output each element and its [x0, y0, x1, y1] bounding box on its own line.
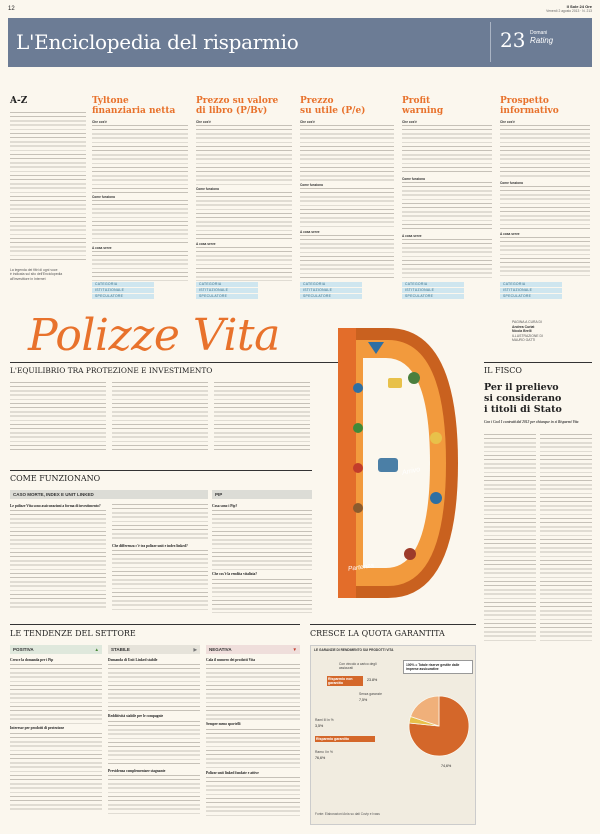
fisco-headline-2: si considerano [484, 393, 562, 404]
level-label-1: CATEGORIA [402, 282, 464, 287]
entry-body [300, 188, 394, 228]
az-heading: A-Z [10, 96, 28, 106]
come-q2: Che differenza c'è tra polizze unit e index linked? [112, 544, 188, 548]
val-5: 76,6% [315, 756, 326, 760]
entry-body [196, 192, 292, 240]
entry-body [92, 251, 188, 281]
trend-up-icon: ▲ [94, 647, 99, 652]
come-q1: Le polizze Vita sono assicurazioni a forma di investimento? [10, 504, 101, 508]
entry-body [92, 200, 188, 244]
quota-chart-title: LE GARANZIE DI RENDIMENTO SUI PRODOTTI VITA [314, 648, 394, 652]
level-label-2: ISTITUZIONALE [92, 288, 154, 293]
entry-3 [300, 96, 394, 296]
entry-title-2: di libro (P/Bv) [196, 106, 268, 116]
banner-kicker [530, 30, 553, 45]
masthead [546, 4, 592, 13]
level-label-1: CATEGORIA [300, 282, 362, 287]
level-label-3: SPECULATORE [402, 294, 464, 299]
tendenze-col-2-label: STABILE [111, 647, 130, 652]
entry-lead: Che cos'è [196, 120, 211, 124]
val-1: 23.8% [367, 678, 378, 682]
entry-how: Come funziona [92, 195, 115, 199]
credits [512, 320, 592, 343]
come-q3: Cosa sono i Pip? [212, 504, 238, 508]
entry-title-1: Tyltone [92, 96, 129, 106]
banner-title: L'Enciclopedia del risparmio [16, 30, 299, 54]
credits-line-2: Andrea Curiat [512, 324, 535, 329]
illustration [318, 318, 470, 608]
level-label-3: SPECULATORE [300, 294, 362, 299]
level-box-4 [402, 282, 464, 300]
az-footnote-1: La legenda dei filtri di ogni voce [10, 268, 58, 272]
level-label-3: SPECULATORE [500, 294, 562, 299]
entry-how: Come funziona [500, 181, 523, 185]
banner-divider [490, 22, 491, 62]
entry-body [500, 125, 590, 179]
feature-title: Polizze Vita [28, 310, 280, 361]
come-text [112, 550, 208, 612]
tendenze-col-1-label: POSITIVA [13, 647, 34, 652]
fisco-text-2 [540, 434, 592, 644]
tendenze-heading: LE TENDENZE DEL SETTORE [10, 629, 136, 638]
entry-lead: Che cos'è [500, 120, 515, 124]
entry-5 [500, 96, 590, 296]
entry-2 [196, 96, 292, 296]
come-text [10, 510, 106, 610]
entry-body [300, 125, 394, 181]
val-3: 3,5% [315, 724, 324, 728]
level-box-3 [300, 282, 362, 300]
val-4: 74,6% [441, 764, 452, 768]
label-c: Con vincolo a carico degli assicurati [339, 662, 377, 670]
arrivo-label: Arrivo [401, 466, 421, 477]
entry-title-1: Prezzo su valore [196, 96, 279, 106]
come-sub-left: CASO MORTE, INDEX E UNIT LINKED [10, 490, 208, 499]
az-footnote-3: all'investitore in Internet [10, 276, 46, 281]
come-sub-right: PIP [212, 490, 312, 499]
credits-line-3: Nicola Brelli [512, 329, 532, 334]
entry-body [300, 235, 394, 281]
entry-watch: A cosa serve [402, 234, 422, 238]
entry-body [402, 182, 492, 232]
entry-body [402, 239, 492, 279]
level-label-1: CATEGORIA [500, 282, 562, 287]
trend-item: Cresce la domanda per i Pip [10, 658, 54, 662]
fisco-section: IL FISCO [484, 366, 522, 375]
fisco-lead: Con i Cool I contratti dal 2012 per chiunque in si Risparmi Vita [484, 420, 579, 424]
fisco-headline [484, 382, 592, 415]
quota-pie [405, 692, 473, 760]
az-footnote [10, 268, 88, 281]
entry-title-2: informativo [500, 106, 559, 116]
level-label-2: ISTITUZIONALE [500, 288, 562, 293]
intro-col-2 [112, 382, 208, 450]
level-label-2: ISTITUZIONALE [196, 288, 258, 293]
come-col-2 [112, 504, 208, 612]
entry-lead: Che cos'è [92, 120, 107, 124]
trend-flat-icon: ▶ [193, 647, 197, 652]
level-label-3: SPECULATORE [92, 294, 154, 299]
level-label-1: CATEGORIA [196, 282, 258, 287]
board-game-illustration [318, 318, 470, 608]
entry-body [92, 125, 188, 193]
label-b: Risparmio garantito [315, 736, 375, 742]
entry-title-1: Prospetto [500, 96, 549, 106]
intro-col-1 [10, 382, 106, 450]
entry-watch: A cosa serve [196, 242, 216, 246]
entry-how: Come funziona [402, 177, 425, 181]
trend-item: Previdenza complementare stagnante [108, 768, 166, 773]
entry-body [500, 186, 590, 230]
fisco-headline-1: Per il prelievo [484, 382, 559, 393]
tendenze-col-1 [10, 645, 102, 654]
level-label-1: CATEGORIA [92, 282, 154, 287]
entry-body [196, 125, 292, 185]
entry-watch: A cosa serve [500, 232, 520, 236]
quota-legend [403, 660, 473, 674]
trend-text [206, 777, 300, 817]
trend-item: Cala il numero dei prodotti Vita [206, 658, 256, 662]
trend-text [10, 733, 102, 813]
entry-how: Come funziona [196, 187, 219, 191]
az-footnote-2: è indicata sul sito dell'Enciclopedia [10, 272, 63, 277]
entry-title-1: Prezzo [300, 96, 334, 106]
entry-lead: Che cos'è [300, 120, 315, 124]
level-box-2 [196, 282, 258, 300]
az-text [10, 112, 86, 262]
fisco-text-1 [484, 434, 536, 644]
trend-down-icon: ▼ [292, 647, 297, 652]
entry-watch: A cosa serve [92, 246, 112, 250]
level-box-5 [500, 282, 562, 300]
tendenze-col-2 [108, 645, 200, 654]
masthead-paper: Il Sole 24 Ore [566, 4, 592, 9]
tendenze-text-3 [206, 658, 300, 817]
credits-line-4: ILLUSTRAZIONE DI [512, 333, 543, 338]
quota-source: Fonte: Elaborazioni Ania su dati Covip e Ivass [315, 812, 380, 816]
trend-text [206, 664, 300, 720]
tendenze-col-3-label: NEGATIVA [209, 647, 232, 652]
banner-kicker-2: Rating [530, 36, 554, 45]
quota-box [310, 645, 476, 825]
masthead-date: Venerdì 2 agosto 2013 · N. 213 [546, 9, 592, 13]
credits-line-5: MAURO GATTI [512, 338, 536, 343]
trend-text [10, 664, 102, 724]
trend-item: Redditività stabile per le compagnie [108, 714, 164, 719]
entry-title-2: su utile (P/e) [300, 106, 366, 116]
level-label-2: ISTITUZIONALE [300, 288, 362, 293]
come-heading: COME FUNZIONANO [10, 474, 101, 483]
trend-item: Interesse per prodotti di protezione [10, 726, 65, 731]
tendenze-text-1 [10, 658, 102, 813]
entry-how: Come funziona [300, 183, 323, 187]
quota-legend-text: 100% = Totale riserve gestite dalle imprese assicurative [406, 663, 460, 671]
trend-item: Polizze unit linked fondate e attive [206, 770, 259, 775]
entry-lead: Che cos'è [402, 120, 417, 124]
val-2: 7,5% [359, 698, 368, 702]
come-text [212, 510, 312, 570]
come-rule [10, 470, 312, 471]
entry-watch: A cosa serve [300, 230, 320, 234]
entry-body [402, 125, 492, 175]
entry-body [196, 247, 292, 281]
entry-title-1: Profit [402, 96, 431, 106]
credits-line-1: PAGINA A CURA DI [512, 320, 542, 324]
come-col-1 [10, 504, 106, 610]
entry-1 [92, 96, 188, 296]
level-label-3: SPECULATORE [196, 294, 258, 299]
partenza-label: Partenza [347, 562, 375, 573]
tendenze-text-2 [108, 658, 200, 815]
entry-title-2: finanziaria netta [92, 106, 176, 116]
come-q4: Che cos'è la rendita vitalizia? [212, 572, 258, 577]
trend-item: Domanda di Unit Linked stabile [108, 658, 158, 662]
label-a: Risparmio non garantito [327, 676, 363, 686]
banner-kicker-1: Domani [530, 30, 548, 36]
come-text [212, 579, 312, 613]
label-d: Senza garanzie [359, 692, 382, 696]
banner-number: 23 [500, 28, 526, 52]
trend-item: Sempre meno sportelli [206, 722, 241, 727]
trend-text [206, 729, 300, 769]
label-f: Ramo I in % [315, 750, 333, 754]
entry-title-2: warning [402, 106, 444, 116]
come-text [112, 504, 208, 542]
entry-4 [402, 96, 492, 296]
trend-text [108, 721, 200, 767]
tendenze-col-3 [206, 645, 300, 654]
entry-body [500, 237, 590, 277]
label-e: Rami III in % [315, 718, 334, 722]
tendenze-rule [10, 624, 300, 625]
feature-subtitle: L'EQUILIBRIO TRA PROTEZIONE E INVESTIMENTO [10, 366, 213, 375]
trend-text [108, 664, 200, 712]
fisco-headline-3: i titoli di Stato [484, 404, 562, 415]
trend-text [108, 775, 200, 815]
come-col-3 [212, 504, 312, 613]
fisco-rule [484, 362, 592, 363]
quota-heading: CRESCE LA QUOTA GARANTITA [310, 629, 445, 638]
page-number: 12 [8, 6, 15, 12]
quota-rule [310, 624, 476, 625]
level-label-2: ISTITUZIONALE [402, 288, 464, 293]
level-box-1 [92, 282, 154, 300]
intro-col-3 [214, 382, 310, 450]
